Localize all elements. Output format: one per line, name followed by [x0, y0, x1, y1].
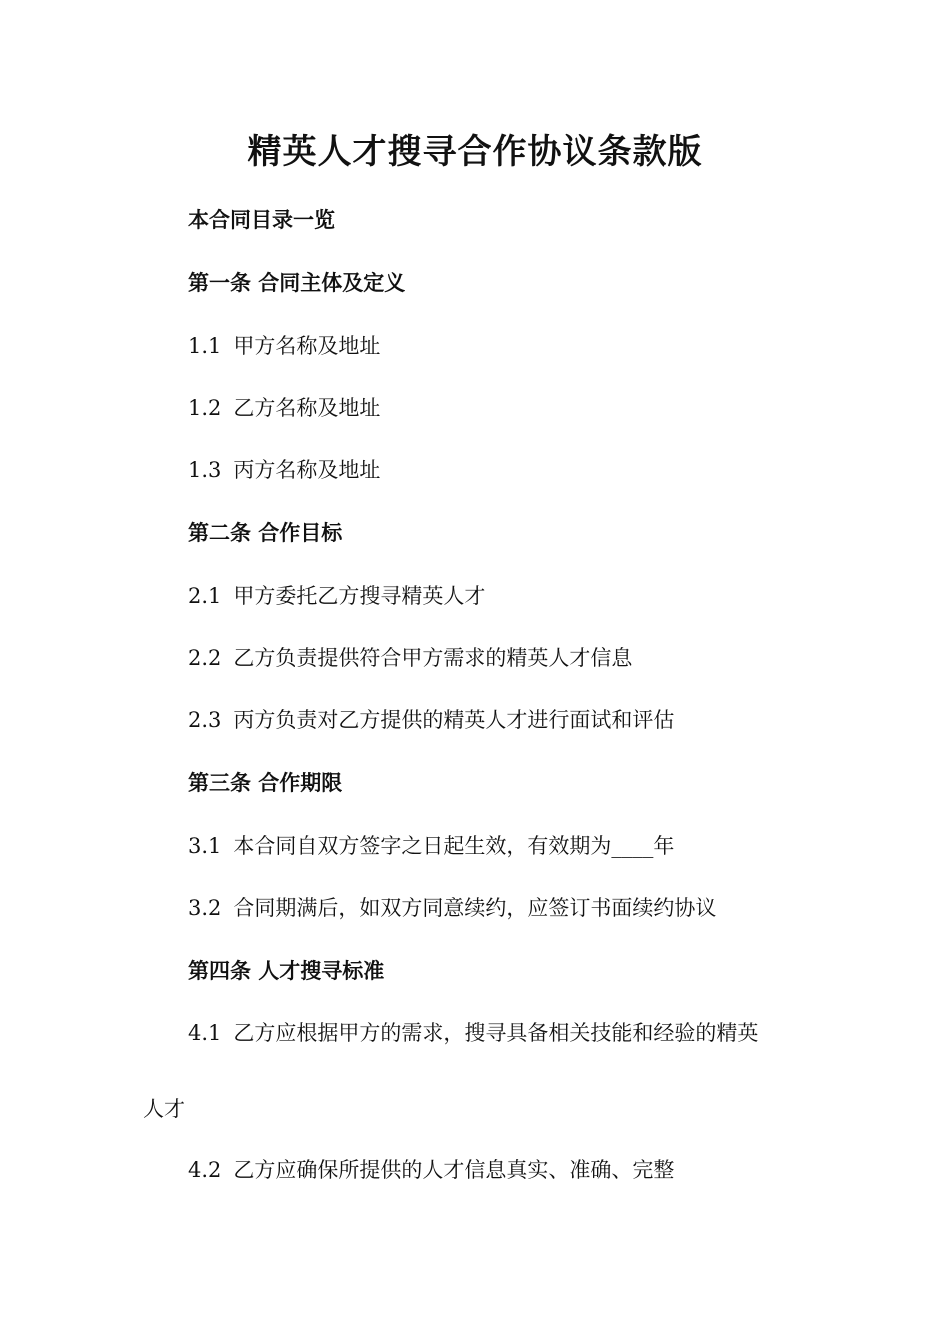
clause-3-2 [188, 893, 716, 923]
clause-text: 丙方负责对乙方提供的精英人才进行面试和评估 [233, 708, 675, 732]
clause-3-1 [188, 831, 674, 861]
clause-text: 丙方名称及地址 [233, 458, 381, 482]
clause-text: 乙方负责提供符合甲方需求的精英人才信息 [233, 646, 633, 670]
clause-1-2 [188, 393, 380, 423]
clause-1-3 [188, 455, 380, 485]
clause-text: 甲方委托乙方搜寻精英人才 [233, 584, 486, 608]
document-title: 精英人才搜寻合作协议条款版 [247, 132, 703, 172]
clause-2-2 [188, 643, 632, 673]
clause-1-1 [188, 331, 380, 361]
clause-text: 乙方应根据甲方的需求，搜寻具备相关技能和经验的精英 [233, 1021, 759, 1045]
clause-2-3 [188, 705, 674, 735]
section-heading-3: 第三条 合作期限 [188, 771, 343, 795]
section-heading-4: 第四条 人才搜寻标准 [188, 959, 385, 983]
section-heading-2: 第二条 合作目标 [188, 521, 343, 545]
clause-4-2 [188, 1155, 674, 1185]
clause-4-1-continuation: 人才 [143, 1097, 185, 1121]
clause-number: 3.2 [188, 896, 222, 920]
clause-number: 1.3 [188, 458, 222, 482]
clause-text: 合同期满后，如双方同意续约，应签订书面续约协议 [233, 896, 717, 920]
clause-number: 1.1 [188, 334, 222, 358]
clause-4-1 [188, 1018, 758, 1048]
clause-text: 乙方名称及地址 [233, 396, 381, 420]
clause-number: 4.1 [188, 1021, 222, 1045]
clause-text: 甲方名称及地址 [233, 334, 381, 358]
clause-number: 2.1 [188, 584, 222, 608]
clause-number: 3.1 [188, 834, 222, 858]
clause-number: 2.2 [188, 646, 222, 670]
clause-text: 本合同自双方签字之日起生效，有效期为____年 [233, 834, 675, 858]
section-heading-1: 第一条 合同主体及定义 [188, 271, 406, 295]
clause-number: 1.2 [188, 396, 222, 420]
toc-heading: 本合同目录一览 [188, 208, 335, 232]
clause-number: 2.3 [188, 708, 222, 732]
clause-2-1 [188, 581, 485, 611]
clause-number: 4.2 [188, 1158, 222, 1182]
clause-text: 乙方应确保所提供的人才信息真实、准确、完整 [233, 1158, 675, 1182]
